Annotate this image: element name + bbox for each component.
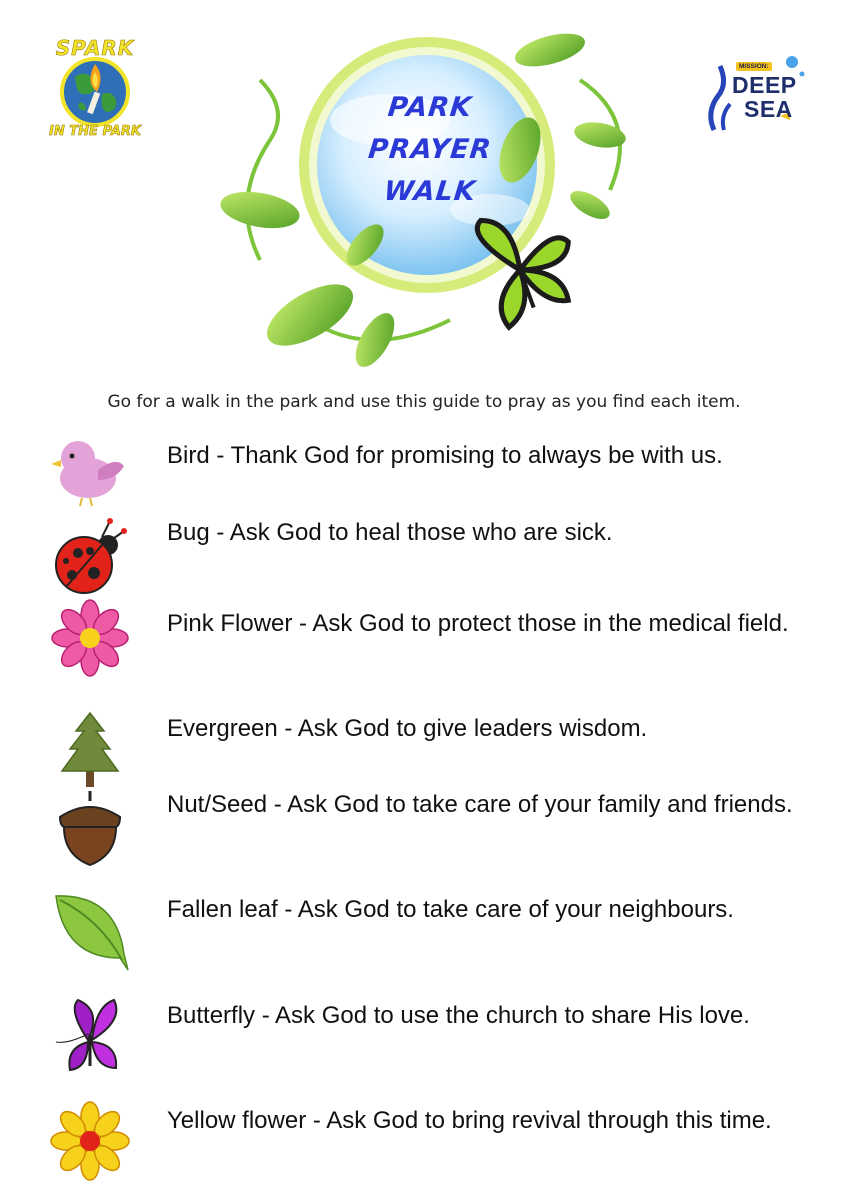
- mission-label: MISSION:: [736, 62, 772, 71]
- title-line-2: PRAYER: [366, 134, 494, 165]
- evergreen-tree-icon: [50, 711, 130, 791]
- prayer-item-text: Pink Flower - Ask God to protect those in the medical field.: [167, 610, 789, 637]
- spark-logo-line1: SPARK: [55, 36, 135, 60]
- prayer-item-text: Butterfly - Ask God to use the church to share His love.: [167, 1002, 750, 1029]
- title-line-1: PARK: [386, 92, 474, 123]
- spark-logo-line2: IN THE PARK: [49, 124, 141, 139]
- butterfly-icon: [50, 998, 130, 1078]
- sea-label: SEA: [744, 96, 793, 122]
- title-line-3: WALK: [382, 176, 478, 207]
- yellow-flower-icon: [50, 1101, 130, 1181]
- prayer-item-text: Bird - Thank God for promising to always be with us.: [167, 442, 723, 469]
- prayer-item-text: Bug - Ask God to heal those who are sick.: [167, 519, 613, 546]
- bird-icon: [50, 430, 130, 510]
- ladybug-icon: [50, 517, 130, 597]
- prayer-item-text: Evergreen - Ask God to give leaders wisdom.: [167, 715, 648, 742]
- prayer-item-text: Nut/Seed - Ask God to take care of your family and friends.: [167, 791, 793, 818]
- title-wreath: [190, 20, 670, 390]
- pink-flower-icon: [50, 598, 130, 678]
- mission-deep-sea-logo: [700, 52, 812, 132]
- prayer-item-text: Fallen leaf - Ask God to take care of your neighbours.: [167, 896, 734, 923]
- prayer-item-text: Yellow flower - Ask God to bring revival through this time.: [167, 1107, 772, 1134]
- acorn-icon: [50, 787, 130, 867]
- intro-text: Go for a walk in the park and use this guide to pray as you find each item.: [107, 392, 741, 412]
- deep-label: DEEP: [732, 72, 797, 98]
- leaf-icon: [50, 892, 130, 972]
- spark-in-the-park-logo: [40, 32, 150, 152]
